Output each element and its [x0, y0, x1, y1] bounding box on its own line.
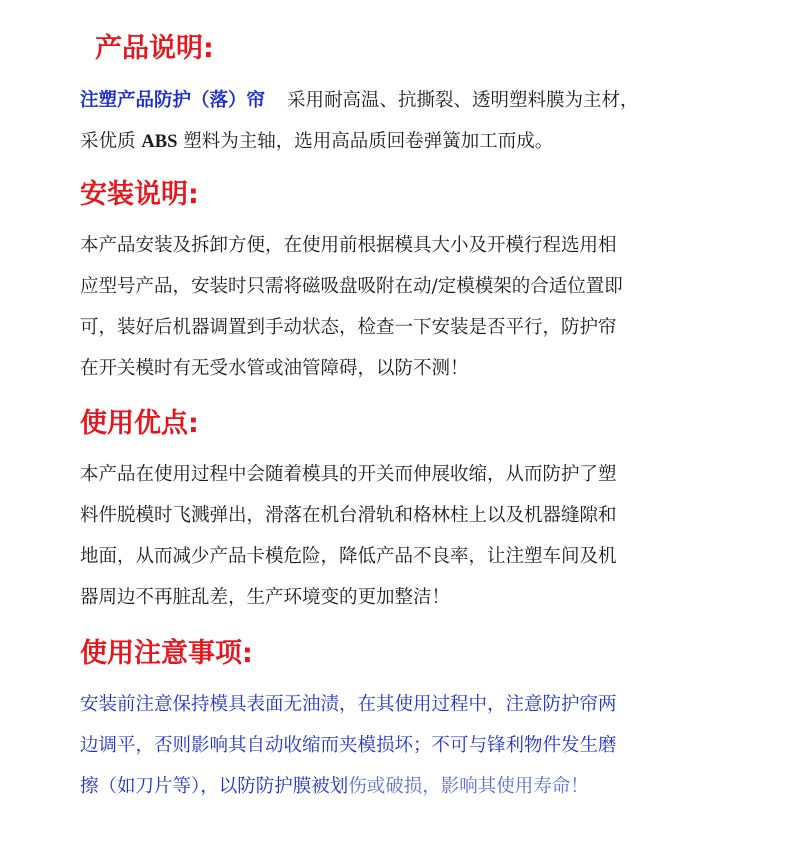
- product-description-line2-pre: 采优质: [80, 131, 142, 152]
- advantages-line: 本产品在使用过程中会随着模具的开关而伸展收缩，从而防护了塑: [80, 464, 617, 485]
- installation-line: 应型号产品，安装时只需将磁吸盘吸附在动/定模模架的合适位置即: [80, 276, 623, 297]
- product-description-line: [80, 121, 720, 163]
- advantages-line: 器周边不再脏乱差，生产环境变的更加整洁！: [80, 587, 451, 608]
- abs-material: ABS: [141, 132, 178, 152]
- usage-notes-heading: 使用注意事项:: [80, 638, 253, 669]
- usage-notes-text: [80, 684, 720, 807]
- product-name: 注塑产品防护（落）帘: [80, 90, 266, 111]
- advantages-line: 料件脱模时飞溅弹出，滑落在机台滑轨和格林柱上以及机器缝隙和: [80, 505, 617, 526]
- advantages-text: [80, 454, 720, 618]
- usage-notes-line: 边调平，否则影响其自动收缩而夹模损坏；不可与锋利物件发生磨: [80, 735, 617, 756]
- product-description-line: [80, 80, 720, 121]
- product-description-line2-post: 塑料为主轴，选用高品质回卷弹簧加工而成。: [177, 131, 554, 152]
- product-description-line1-rest: 采用耐高温、抗撕裂、透明塑料膜为主材，: [287, 90, 639, 111]
- product-description-heading: 产品说明:: [95, 33, 214, 64]
- installation-text: [80, 225, 720, 389]
- advantages-heading: 使用优点:: [80, 408, 199, 439]
- product-description-text: [80, 80, 720, 163]
- installation-line: 本产品安装及拆卸方便，在使用前根据模具大小及开模行程选用相: [80, 235, 617, 256]
- usage-notes-line3-faded: 伤或破损，影响其使用寿命！: [348, 776, 589, 797]
- usage-notes-line: [80, 766, 720, 807]
- installation-line: 在开关模时有无受水管或油管障碍，以防不测！: [80, 358, 469, 379]
- advantages-line: 地面，从而减少产品卡模危险，降低产品不良率，让注塑车间及机: [80, 546, 617, 567]
- usage-notes-line3-main: 擦（如刀片等），以防防护膜被划: [80, 776, 349, 797]
- usage-notes-line: 安装前注意保持模具表面无油渍，在其使用过程中，注意防护帘两: [80, 694, 617, 715]
- installation-line: 可，装好后机器调置到手动状态，检查一下安装是否平行，防护帘: [80, 317, 617, 338]
- installation-heading: 安装说明:: [80, 179, 199, 210]
